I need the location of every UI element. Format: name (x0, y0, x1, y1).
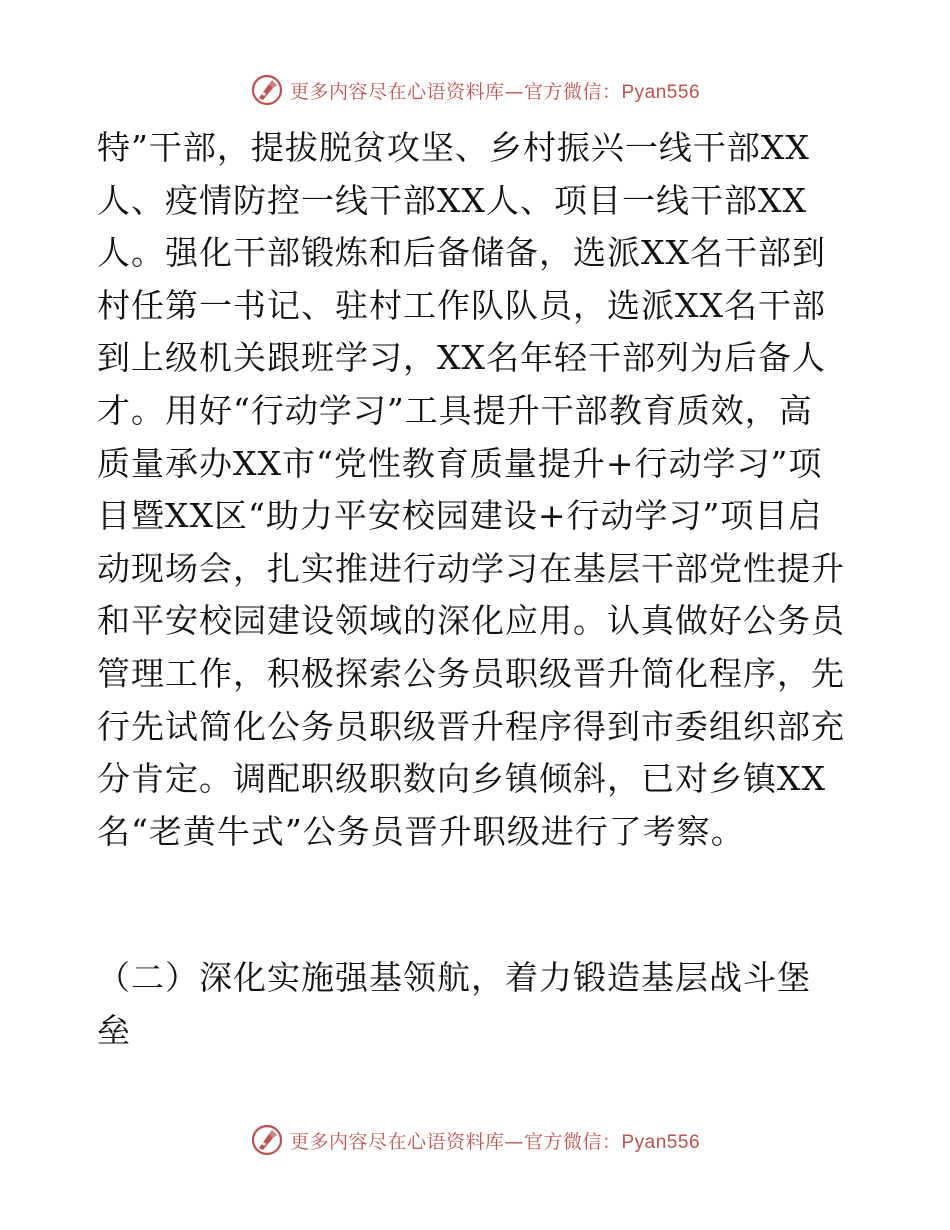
header-watermark (0, 70, 950, 110)
watermark-brand: 更多内容尽在心语资料库 (289, 1130, 505, 1153)
pen-tip-logo-icon (250, 73, 284, 107)
watermark-text (290, 77, 700, 104)
watermark-separator: — (504, 80, 524, 103)
paragraph-line: 目暨XX区“助力平安校园建设+行动学习”项目启 (97, 496, 823, 536)
body-paragraph (97, 122, 857, 858)
paragraph-line: 人。强化干部锻炼和后备储备，选派XX名干部到 (97, 233, 826, 273)
watermark-wechat-label: 官方微信： (523, 1130, 622, 1153)
watermark-separator: — (504, 1130, 524, 1153)
section-heading-line: （二）深化实施强基领航，着力锻造基层战斗堡 (97, 958, 811, 997)
paragraph-line: 名“老黄牛式”公务员晋升职级进行了考察。 (97, 811, 745, 851)
pen-tip-logo-icon (250, 1123, 284, 1157)
footer-watermark (0, 1120, 950, 1160)
watermark-text (290, 1127, 700, 1154)
watermark-account: Pyan556 (621, 81, 701, 103)
paragraph-line: 人、疫情防控一线干部XX人、项目一线干部XX (97, 180, 807, 220)
watermark-account: Pyan556 (621, 1131, 701, 1153)
section-heading-line: 垒 (97, 1010, 131, 1050)
paragraph-line: 村任第一书记、驻村工作队队员，选派XX名干部 (97, 285, 826, 325)
paragraph-line: 分肯定。调配职级职数向乡镇倾斜，已对乡镇XX (97, 759, 826, 799)
watermark-wechat-label: 官方微信： (523, 80, 622, 103)
paragraph-line: 才。用好“行动学习”工具提升干部教育质效，高 (97, 390, 813, 430)
paragraph-line: 行先试简化公务员职级晋升程序得到市委组织部充 (97, 706, 845, 746)
paragraph-line: 特”干部，提拔脱贫攻坚、乡村振兴一线干部XX (97, 128, 810, 167)
paragraph-line: 和平安校园建设领域的深化应用。认真做好公务员 (97, 601, 845, 641)
watermark-brand: 更多内容尽在心语资料库 (289, 80, 505, 103)
paragraph-line: 动现场会，扎实推进行动学习在基层干部党性提升 (97, 548, 845, 588)
paragraph-line: 管理工作，积极探索公务员职级晋升简化程序，先 (97, 653, 845, 693)
paragraph-line: 到上级机关跟班学习，XX名年轻干部列为后备人 (97, 338, 826, 378)
section-heading (97, 952, 857, 1057)
paragraph-line: 质量承办XX市“党性教育质量提升+行动学习”项 (97, 443, 823, 483)
